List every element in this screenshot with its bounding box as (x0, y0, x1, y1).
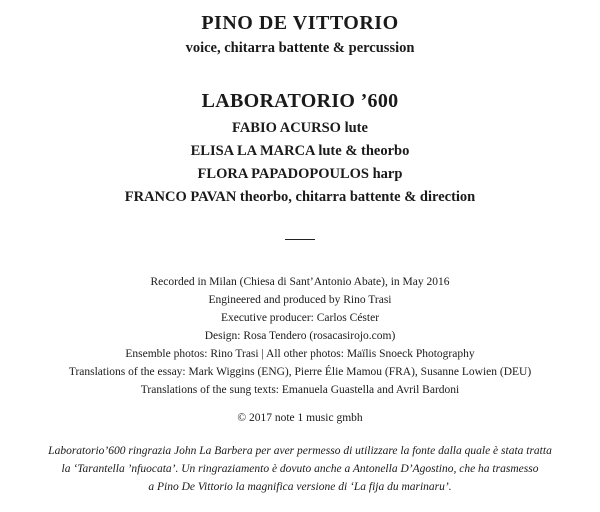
artist-name: PINO DE VITTORIO (201, 12, 399, 34)
credit-line-essay-translations: Translations of the essay: Mark Wiggins (ENG), Pierre Élie Mamou (FRA), Susanne Lowien (DEU) (68, 366, 532, 378)
ensemble-member: FABIO ACURSO lute (232, 120, 368, 136)
credit-line-design: Design: Rosa Tendero (rosacasirojo.com) (204, 330, 396, 342)
artist-role: voice, chitarra battente & percussion (185, 40, 415, 56)
ensemble-member: ELISA LA MARCA lute & theorbo (190, 143, 410, 159)
section-divider (285, 239, 315, 240)
ensemble-member: FRANCO PAVAN theorbo, chitarra battente & direction (124, 189, 476, 205)
acknowledgement-line: a Pino De Vittorio la magnifica versione di ‘La fija du marinaru’. (148, 481, 452, 493)
credit-line-recording: Recorded in Milan (Chiesa di Sant’Antonio Abate), in May 2016 (150, 276, 450, 288)
credit-line-sung-text-translations: Translations of the sung texts: Emanuela Guastella and Avril Bardoni (140, 384, 460, 396)
ensemble-member: FLORA PAPADOPOULOS harp (197, 166, 403, 182)
credit-line-engineering: Engineered and produced by Rino Trasi (208, 294, 392, 306)
credit-line-photos: Ensemble photos: Rino Trasi | All other photos: Maïlis Snoeck Photography (125, 348, 475, 360)
copyright-notice: © 2017 note 1 music gmbh (237, 412, 363, 424)
acknowledgement-line: Laboratorio’600 ringrazia John La Barbera per aver permesso di utilizzare la fonte dalla quale è stata tratta (48, 445, 552, 457)
acknowledgement-line: la ‘Tarantella ’nfuocata’. Un ringraziamento è dovuto anche a Antonella D’Agostino, che ha trasmesso (61, 463, 539, 475)
credit-line-executive-producer: Executive producer: Carlos Céster (220, 312, 380, 324)
ensemble-name: LABORATORIO ’600 (201, 90, 399, 112)
